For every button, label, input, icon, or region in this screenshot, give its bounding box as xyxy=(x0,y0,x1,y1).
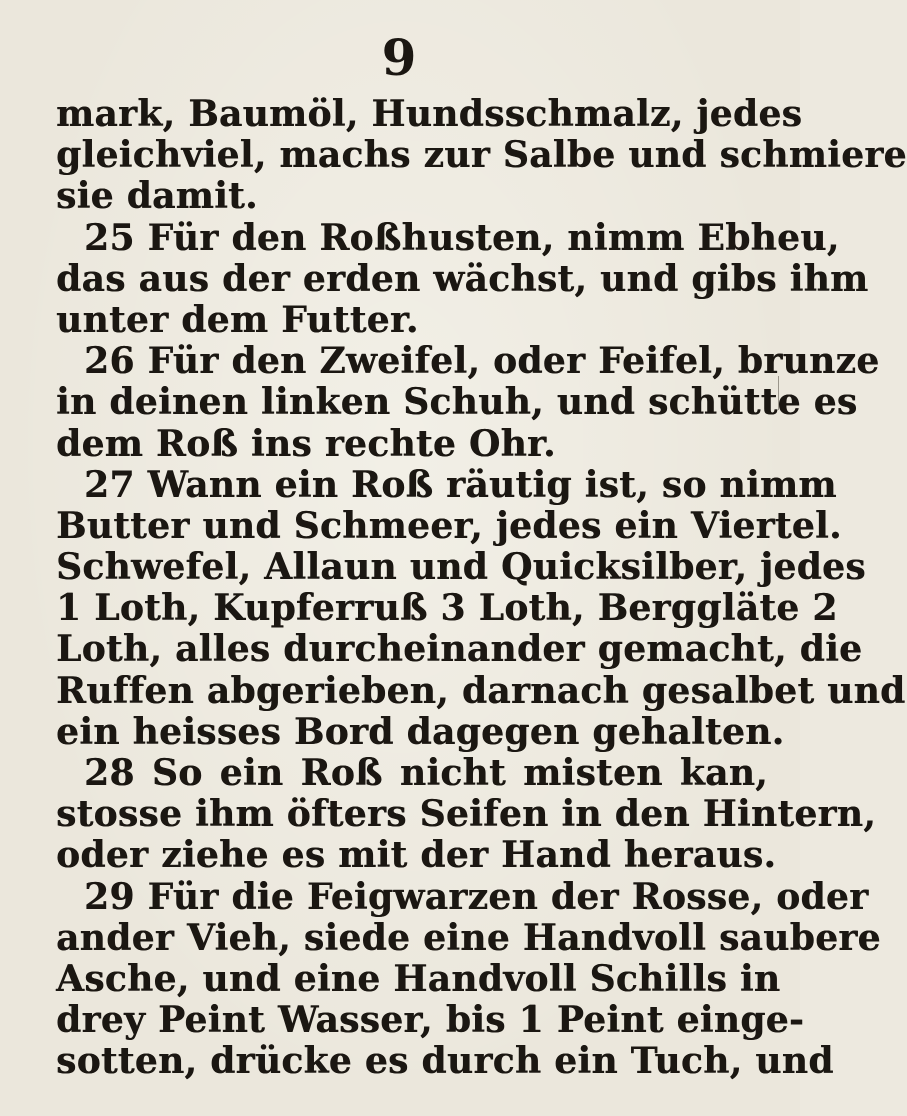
recipe-28-start: 28 So ein Roß nicht misten kan, xyxy=(84,752,768,794)
text-line: in deinen linken Schuh, und schütte es xyxy=(56,381,858,424)
recipe-27-start: 27 Wann ein Roß räutig ist, so nimm xyxy=(84,463,837,506)
text-line: stosse ihm öfters Seifen in den Hintern, xyxy=(56,793,877,836)
text-line: drey Peint Wasser, bis 1 Peint einge- xyxy=(56,999,805,1042)
text-line: dem Roß ins rechte Ohr. xyxy=(56,422,556,465)
text-line: sotten, drücke es durch ein Tuch, und xyxy=(56,1040,834,1083)
margin-mark xyxy=(778,376,782,410)
text-line: mark, Baumöl, Hundsschmalz, jedes xyxy=(56,93,803,135)
text-line: Butter und Schmeer, jedes ein Viertel. xyxy=(56,504,842,547)
text-line: Asche, und eine Handvoll Schills in xyxy=(56,957,781,1000)
text-line: ein heisses Bord dagegen gehalten. xyxy=(56,710,785,753)
body-text xyxy=(56,93,907,1083)
text-line: Schwefel, Allaun und Quicksilber, jedes xyxy=(56,546,866,589)
text-line: unter dem Futter. xyxy=(56,298,419,341)
text-line: Loth, alles durcheinander gemacht, die xyxy=(56,628,863,671)
text-line: 1 Loth, Kupferruß 3 Loth, Berggläte 2 xyxy=(56,587,838,630)
recipe-25-start: 25 Für den Roßhusten, nimm Ebheu, xyxy=(84,216,840,259)
recipe-26-start: 26 Für den Zweifel, oder Feifel, brunze xyxy=(84,340,880,383)
text-line: sie damit. xyxy=(56,175,258,218)
text-line: das aus der erden wächst, und gibs ihm xyxy=(56,257,869,300)
text-line: ander Vieh, siede eine Handvoll saubere xyxy=(56,916,881,959)
text-line: gleichviel, machs zur Salbe und schmiere xyxy=(56,134,907,177)
page-number: 9 xyxy=(381,28,417,87)
recipe-29-start: 29 Für die Feigwarzen der Rosse, oder xyxy=(84,875,869,918)
text-line: oder ziehe es mit der Hand heraus. xyxy=(56,834,777,877)
text-line: Ruffen abgerieben, darnach gesalbet und xyxy=(56,669,906,712)
